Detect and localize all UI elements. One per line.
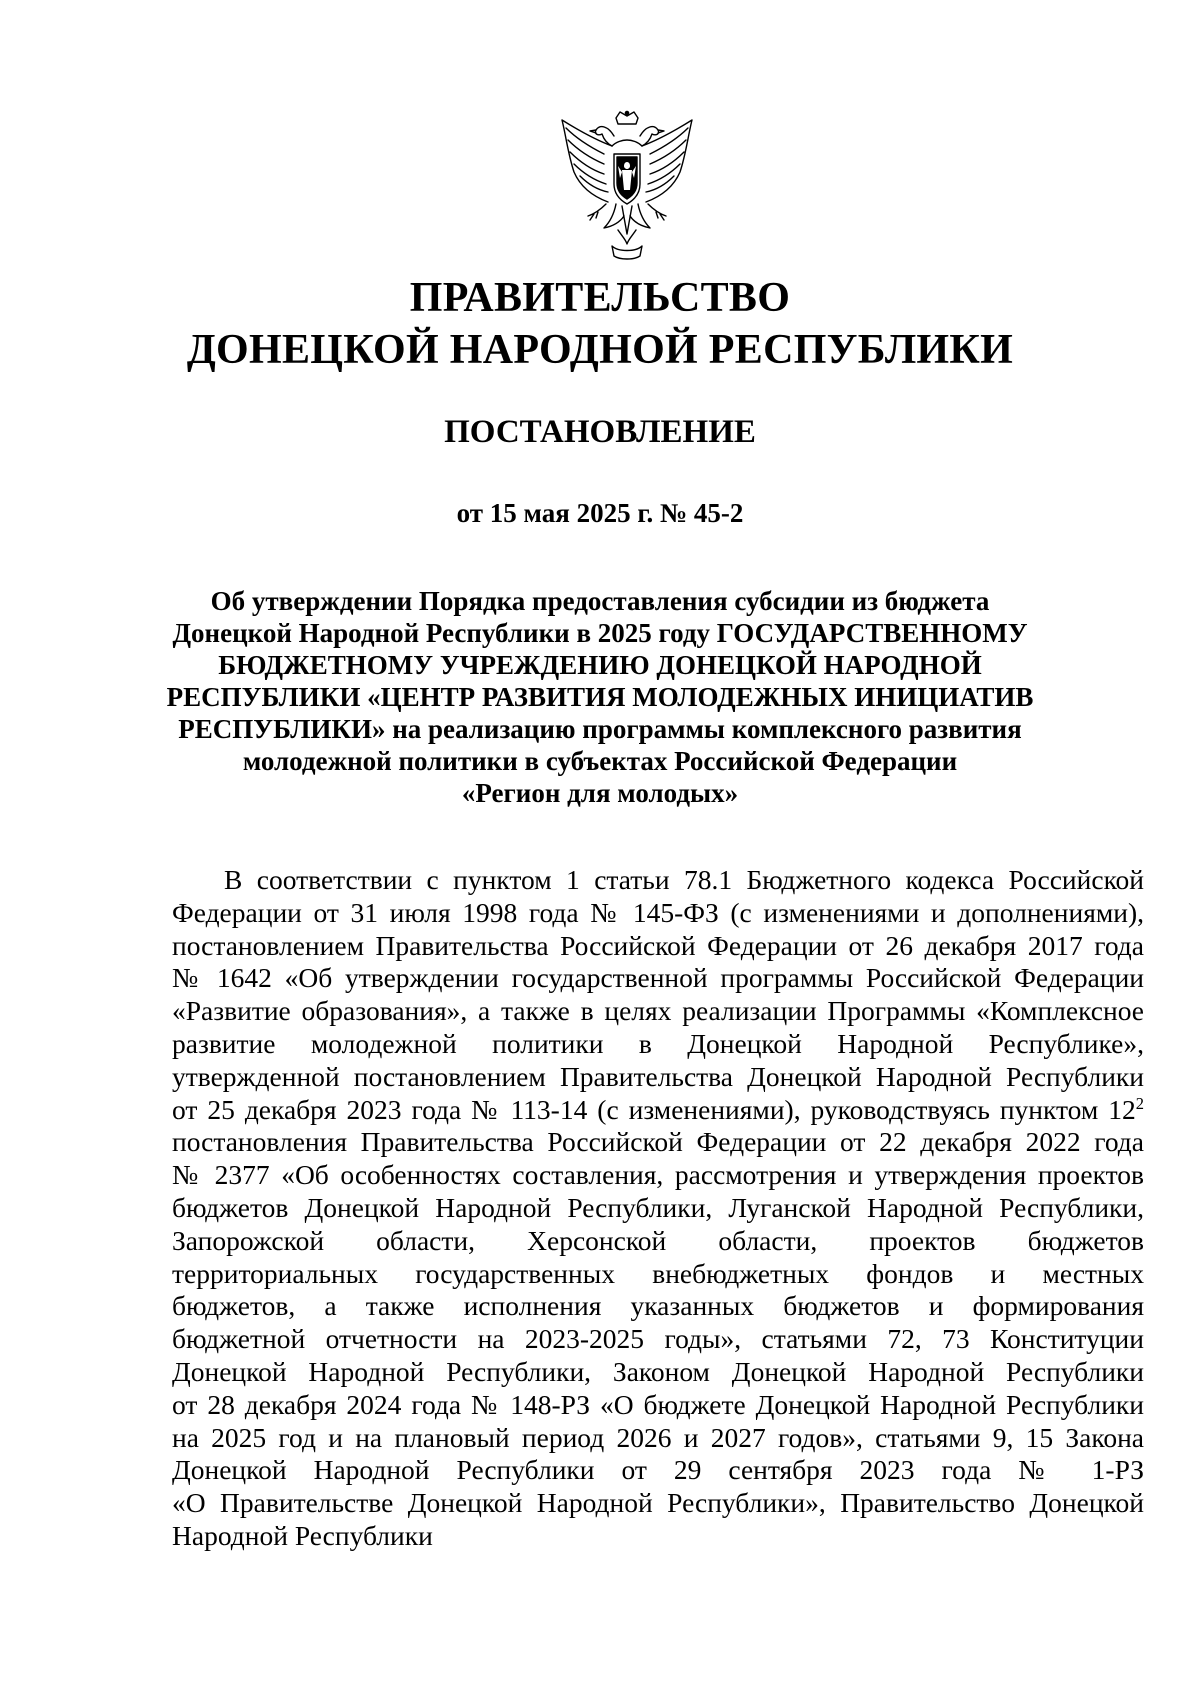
subject-line: молодежной политики в субъектах Российской Федерации xyxy=(242,746,958,776)
subject-line: «Регион для молодых» xyxy=(461,778,739,808)
preamble-paragraph xyxy=(172,864,1144,1553)
body-line: Запорожской области, Херсонской области, проектов бюджетов xyxy=(172,1224,1144,1256)
document-subject-title xyxy=(150,585,1050,809)
body-line: Донецкой Народной Республики, Законом Донецкой Народной Республики xyxy=(172,1355,1144,1387)
body-line-with-superscript xyxy=(172,1094,1144,1127)
body-line-text: от 25 декабря 2023 года № 113-14 (с изменениями), руководствуясь пунктом 12 xyxy=(172,1093,1136,1125)
body-line: бюджетной отчетности на 2023-2025 годы», статьями 72, 73 Конституции xyxy=(172,1323,1144,1355)
superscript-mark: 2 xyxy=(1135,1093,1144,1113)
body-line: Федерации от 31 июля 1998 года № 145-ФЗ (с изменениями и дополнениями), xyxy=(172,896,1144,928)
body-line: постановления Правительства Российской Федерации от 22 декабря 2022 года xyxy=(172,1126,1144,1158)
body-line: постановлением Правительства Российской Федерации от 26 декабря 2017 года xyxy=(172,929,1144,961)
body-line: бюджетов Донецкой Народной Республики, Луганской Народной Республики, xyxy=(172,1191,1144,1223)
body-line: Народной Республики xyxy=(172,1519,433,1551)
authority-line-1: ПРАВИТЕЛЬСТВО xyxy=(409,275,791,321)
body-line: утвержденной постановлением Правительства Донецкой Народной Республики xyxy=(172,1060,1144,1092)
body-line: Донецкой Народной Республики от 29 сентября 2023 года № 1-РЗ xyxy=(172,1454,1144,1486)
body-line: № 1642 «Об утверждении государственной программы Российской Федерации xyxy=(172,962,1144,994)
subject-line: Об утверждении Порядка предоставления субсидии из бюджета xyxy=(210,586,990,616)
body-line: бюджетов, а также исполнения указанных бюджетов и формирования xyxy=(172,1290,1144,1322)
issuing-authority-title xyxy=(100,272,1100,376)
subject-line: РЕСПУБЛИКИ» на реализацию программы комплексного развития xyxy=(178,714,1022,744)
body-line: № 2377 «Об особенностях составления, рассмотрения и утверждения проектов xyxy=(172,1159,1144,1191)
body-line: от 28 декабря 2024 года № 148-РЗ «О бюджете Донецкой Народной Республики xyxy=(172,1388,1144,1420)
document-date-number: от 15 мая 2025 г. № 45-2 xyxy=(456,498,744,528)
body-line: развитие молодежной политики в Донецкой Народной Республике», xyxy=(172,1027,1144,1059)
document-type-heading: ПОСТАНОВЛЕНИЕ xyxy=(444,414,756,450)
subject-line: Донецкой Народной Республики в 2025 году ГОСУДАРСТВЕННОМУ xyxy=(172,618,1028,648)
body-line: «Развитие образования», а также в целях реализации Программы «Комплексное xyxy=(172,995,1144,1027)
body-line: территориальных государственных внебюджетных фондов и местных xyxy=(172,1257,1144,1289)
subject-line: РЕСПУБЛИКИ «ЦЕНТР РАЗВИТИЯ МОЛОДЕЖНЫХ ИНИЦИАТИВ xyxy=(166,682,1034,712)
authority-line-2: ДОНЕЦКОЙ НАРОДНОЙ РЕСПУБЛИКИ xyxy=(186,327,1014,373)
coat-of-arms-eagle-icon xyxy=(556,110,698,260)
body-line: «О Правительстве Донецкой Народной Республики», Правительство Донецкой xyxy=(172,1487,1144,1519)
body-line: на 2025 год и на плановый период 2026 и 2027 годов», статьями 9, 15 Закона xyxy=(172,1421,1144,1453)
body-line: В соответствии с пунктом 1 статьи 78.1 Бюджетного кодекса Российской xyxy=(224,864,1144,895)
subject-line: БЮДЖЕТНОМУ УЧРЕЖДЕНИЮ ДОНЕЦКОЙ НАРОДНОЙ xyxy=(218,650,982,680)
